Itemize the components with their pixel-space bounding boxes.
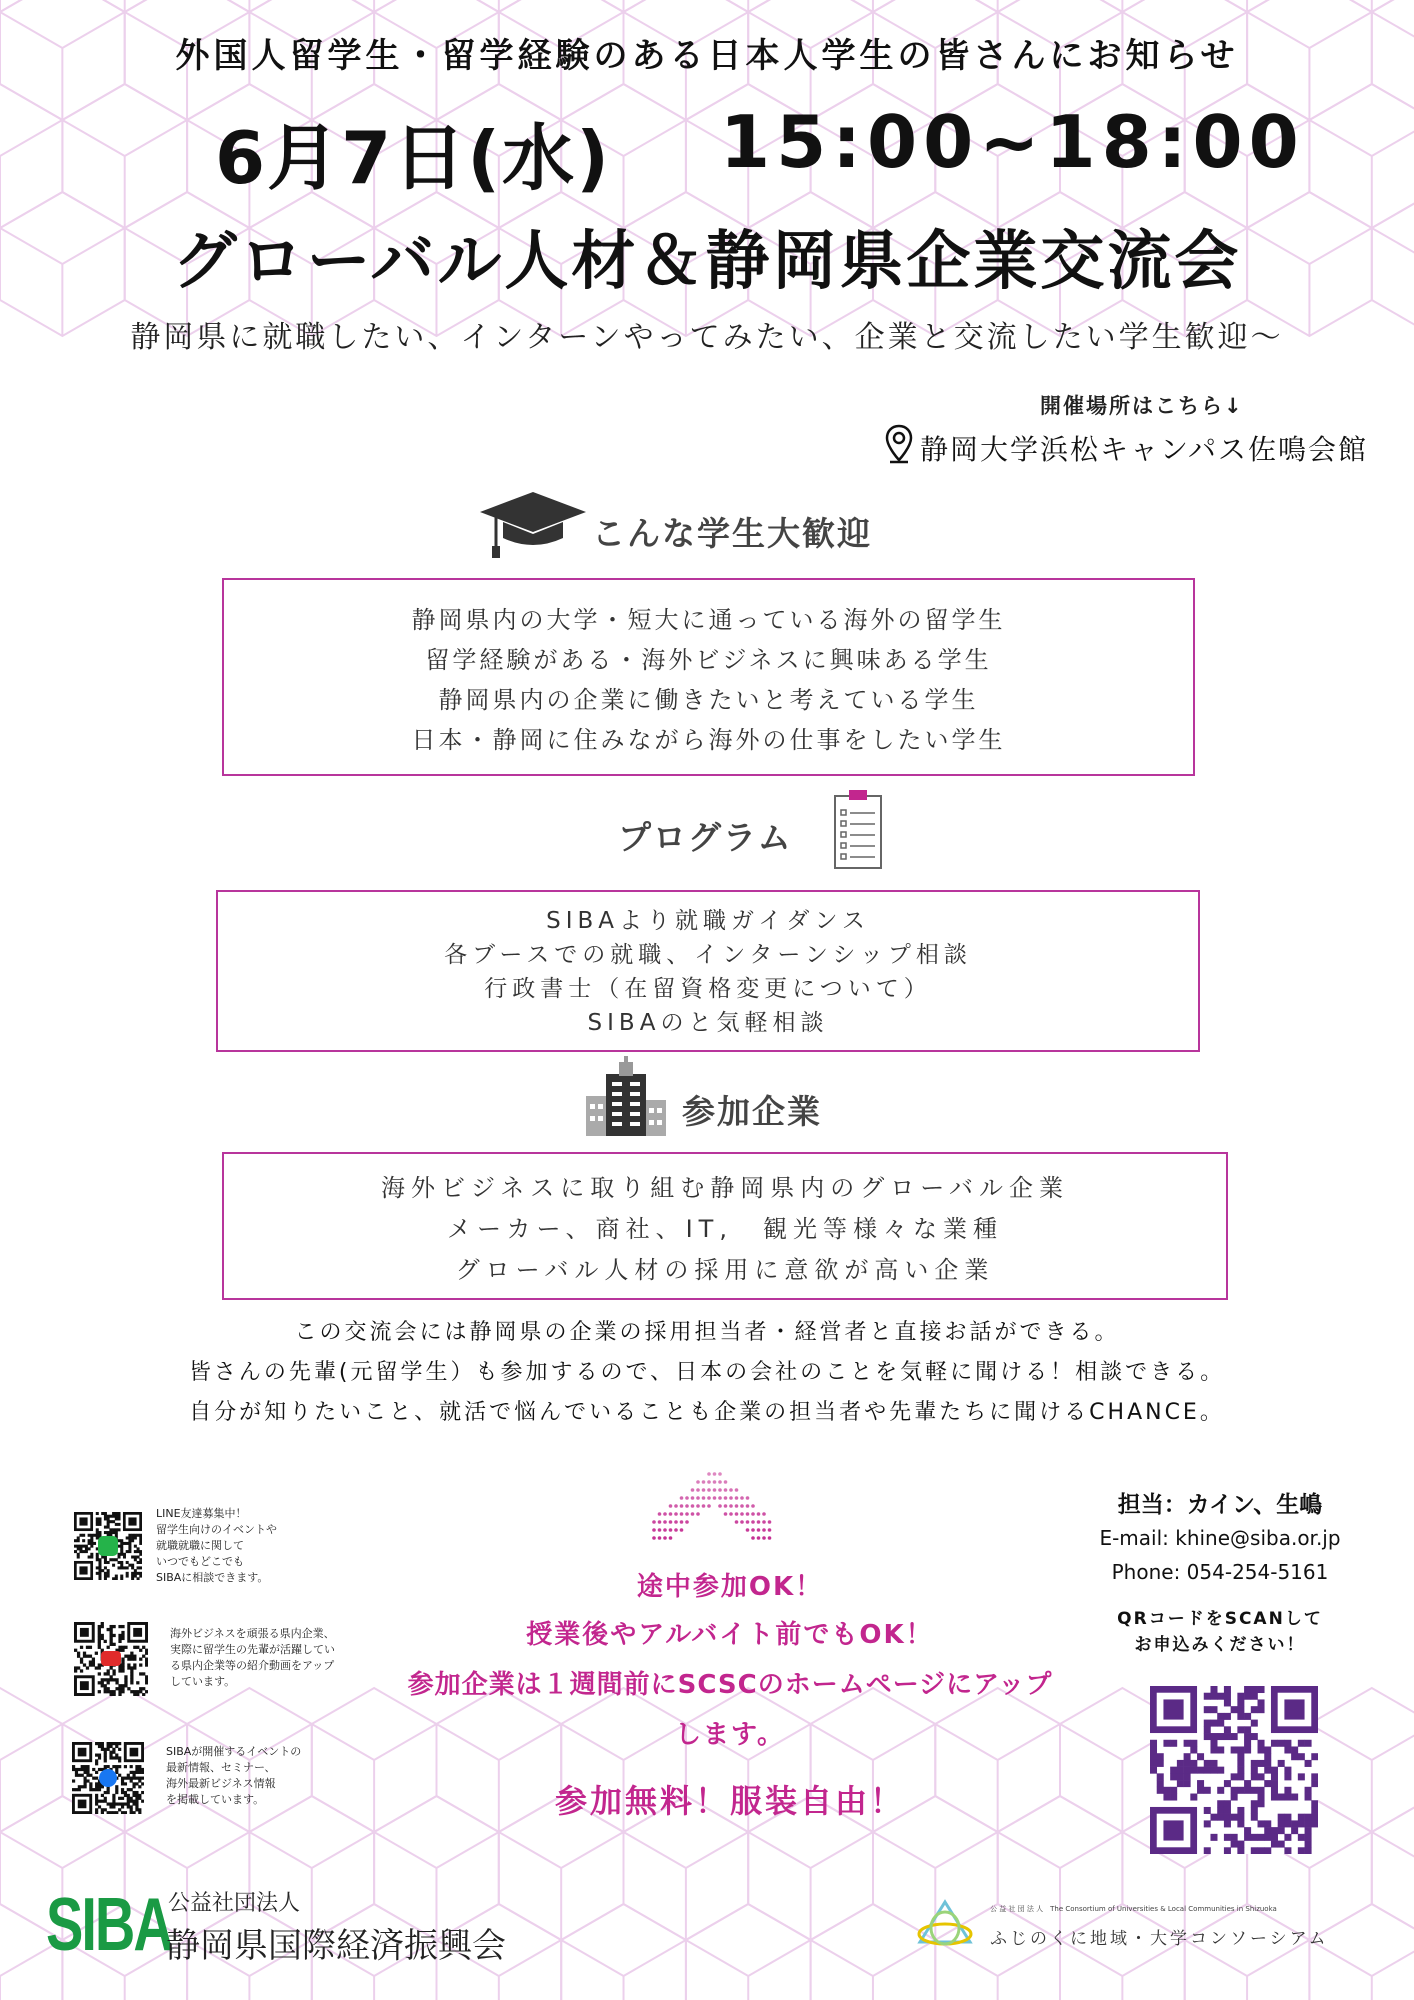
welcome-box (222, 578, 1195, 776)
qr-prompt: QRコードをSCANして (1117, 1609, 1323, 1629)
venue-label: 開催場所はこちら↓ (1040, 394, 1244, 418)
program-line: SIBAより就職ガイダンス (546, 908, 870, 934)
qr-prompt: お申込みください！ (1134, 1635, 1306, 1655)
event-date: 6月7日(水) (215, 116, 612, 200)
org-name: 静岡県国際経済振興会 (166, 1926, 506, 1966)
note-line: SIBAが開催するイベントの (166, 1745, 302, 1758)
chevron-down-icon (650, 1468, 776, 1550)
program-box (216, 890, 1200, 1052)
line-icon (98, 1536, 118, 1556)
line-qr-code[interactable] (74, 1512, 142, 1580)
note-line: を掲載しています。 (166, 1793, 265, 1806)
note-line: 実際に留学生の先輩が活躍してい (170, 1643, 335, 1656)
note-line: る県内企業等の紹介動画をアップ (170, 1659, 335, 1672)
description (0, 1313, 1414, 1433)
youtube-icon (101, 1651, 121, 1666)
consortium-name: ふじのくに地域・大学コンソーシアム (990, 1929, 1329, 1949)
office-building-icon (584, 1056, 668, 1138)
consortium-subtitle: 公 益 社 団 法 人 The Consortium of Universities & Local Communities in Shizuoka (990, 1905, 1277, 1913)
welcome-line: 静岡県内の大学・短大に通っている海外の留学生 (411, 606, 1006, 634)
youtube-qr-code[interactable] (74, 1622, 148, 1696)
facebook-qr-code[interactable] (72, 1742, 144, 1814)
event-time: 15:00~18:00 (720, 100, 1305, 184)
event-subtitle: 静岡県に就職したい、インターンやってみたい、企業と交流したい学生歓迎～ (130, 320, 1284, 355)
checklist-clipboard-icon (832, 788, 884, 870)
contact-email[interactable]: E-mail: khine@siba.or.jp (1099, 1526, 1341, 1550)
contact-phone[interactable]: Phone: 054-254-5161 (1111, 1560, 1329, 1584)
youtube-note (170, 1626, 335, 1690)
note-line: 最新情報、セミナー、 (166, 1761, 276, 1774)
free-entry-text: 参加無料！服装自由！ (554, 1782, 905, 1820)
highlight-line: 授業後やアルバイト前でもOK！ (526, 1620, 934, 1650)
highlight-line: します。 (675, 1720, 785, 1750)
description-line: この交流会には静岡県の企業の採用担当者・経営者と直接お話ができる。 (294, 1320, 1120, 1345)
description-line: 皆さんの先輩(元留学生）も参加するので、日本の会社のことを気軽に聞ける！相談できる。 (188, 1360, 1226, 1385)
companies-line: 海外ビジネスに取り組む静岡県内のグローバル企業 (380, 1174, 1070, 1202)
contact-staff: 担当：カイン、生嶋 (1117, 1492, 1323, 1518)
companies-line: メーカー、商社、IT, 観光等様々な業種 (447, 1215, 1003, 1243)
welcome-line: 静岡県内の企業に働きたいと考えている学生 (438, 686, 979, 714)
venue-name: 静岡大学浜松キャンパス佐鳴会館 (920, 433, 1369, 466)
highlight-line: 参加企業は１週間前にSCSCのホームページにアップ (407, 1670, 1053, 1700)
program-line: SIBAのと気軽相談 (587, 1010, 829, 1036)
note-line: 海外最新ビジネス情報 (166, 1777, 276, 1790)
note-line: 海外ビジネスを頑張る県内企業、 (170, 1627, 335, 1640)
companies-box (222, 1152, 1228, 1300)
program-line: 行政書士（在留資格変更について） (484, 976, 932, 1002)
note-line: いつでもどこでも (156, 1555, 244, 1568)
facebook-note (166, 1744, 301, 1808)
application-qr-code[interactable] (1150, 1686, 1318, 1854)
graduation-cap-icon (478, 490, 588, 560)
highlight-line: 途中参加OK！ (636, 1572, 824, 1602)
welcome-line: 留学経験がある・海外ビジネスに興味ある学生 (425, 646, 992, 674)
note-line: SIBAに相談できます。 (156, 1571, 269, 1584)
note-line: 留学生向けのイベントや (156, 1523, 277, 1536)
notice-heading: 外国人留学生・留学経験のある日本人学生の皆さんにお知らせ (175, 36, 1239, 76)
note-line: しています。 (170, 1675, 236, 1688)
siba-logo: SIBA (46, 1881, 172, 1967)
program-line: 各ブースでの就職、インターンシップ相談 (444, 942, 972, 968)
companies-title: 参加企業 (682, 1092, 822, 1131)
welcome-line: 日本・静岡に住みながら海外の仕事をしたい学生 (411, 726, 1006, 754)
map-pin-icon (884, 424, 914, 464)
description-line: 自分が知りたいこと、就活で悩んでいることも企業の担当者や先輩たちに聞けるCHANCE。 (189, 1400, 1225, 1425)
event-title: グローバル人材＆静岡県企業交流会 (172, 225, 1242, 299)
line-note (156, 1506, 277, 1586)
consortium-logo (914, 1898, 976, 1950)
welcome-title: こんな学生大歓迎 (592, 514, 872, 553)
note-line: LINE友達募集中！ (156, 1507, 247, 1520)
note-line: 就職就職に関して (156, 1539, 244, 1552)
org-type: 公益社団法人 (168, 1891, 301, 1916)
facebook-icon (99, 1769, 117, 1787)
companies-line: グローバル人材の採用に意欲が高い企業 (455, 1256, 995, 1284)
program-title: プログラム (618, 818, 793, 857)
